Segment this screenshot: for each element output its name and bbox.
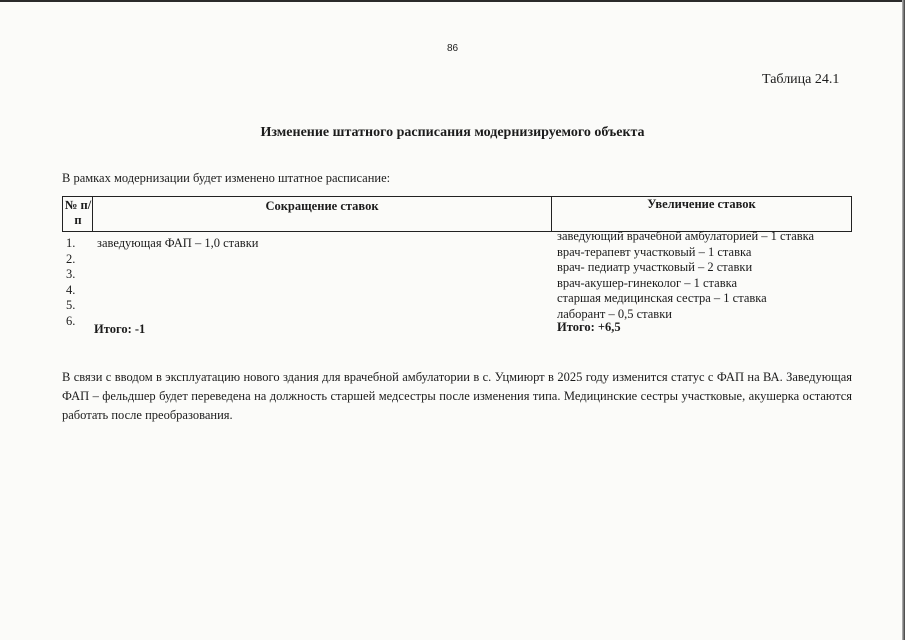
table-left-border bbox=[62, 196, 63, 232]
header-number: № п/п bbox=[64, 198, 92, 227]
reduction-total: Итого: -1 bbox=[94, 322, 146, 336]
header-increase: Увеличение ставок bbox=[647, 197, 756, 211]
table-right-border bbox=[851, 196, 852, 232]
increase-list bbox=[557, 229, 814, 322]
row-number: 5. bbox=[66, 298, 76, 312]
increase-item: заведующий врачебной амбулаторией – 1 ставка bbox=[557, 229, 815, 243]
scan-top-edge bbox=[0, 0, 905, 2]
increase-item: врач-акушер-гинеколог – 1 ставка bbox=[557, 275, 738, 290]
reduction-item: заведующая ФАП – 1,0 ставки bbox=[97, 236, 259, 250]
document-title: Изменение штатного расписания модернизируемого объекта bbox=[260, 125, 645, 140]
increase-item: старшая медицинская сестра – 1 ставка bbox=[557, 291, 767, 305]
staff-table bbox=[62, 196, 852, 232]
explanation-paragraph: В связи с вводом в эксплуатацию нового здания для врачебной амбулатории в с. Уцмиюрт в 2025 году изменится статус с ФАП на ВА. Заведующая ФАП – фельдшер будет переведена на должность старшей медсестры после изменения типа. Медицинские сестры участковые, акушерка остаются работать после преобразования. bbox=[62, 370, 852, 422]
increase-item: врач-терапевт участковый – 1 ставка bbox=[557, 244, 752, 259]
row-number: 6. bbox=[66, 313, 76, 328]
page-number: 86 bbox=[446, 43, 459, 54]
row-numbers bbox=[66, 236, 75, 329]
increase-item: врач- педиатр участковый – 2 ставки bbox=[557, 260, 753, 274]
increase-item: лаборант – 0,5 ставки bbox=[557, 306, 672, 321]
header-reduction: Сокращение ставок bbox=[265, 199, 379, 213]
row-number: 4. bbox=[66, 282, 76, 297]
row-number: 2. bbox=[66, 251, 76, 266]
row-number: 1. bbox=[66, 236, 76, 250]
row-number: 3. bbox=[66, 267, 76, 281]
table-label: Таблица 24.1 bbox=[762, 72, 840, 87]
intro-text: В рамках модернизации будет изменено штатное расписание: bbox=[62, 171, 391, 185]
increase-total: Итого: +6,5 bbox=[557, 320, 621, 334]
